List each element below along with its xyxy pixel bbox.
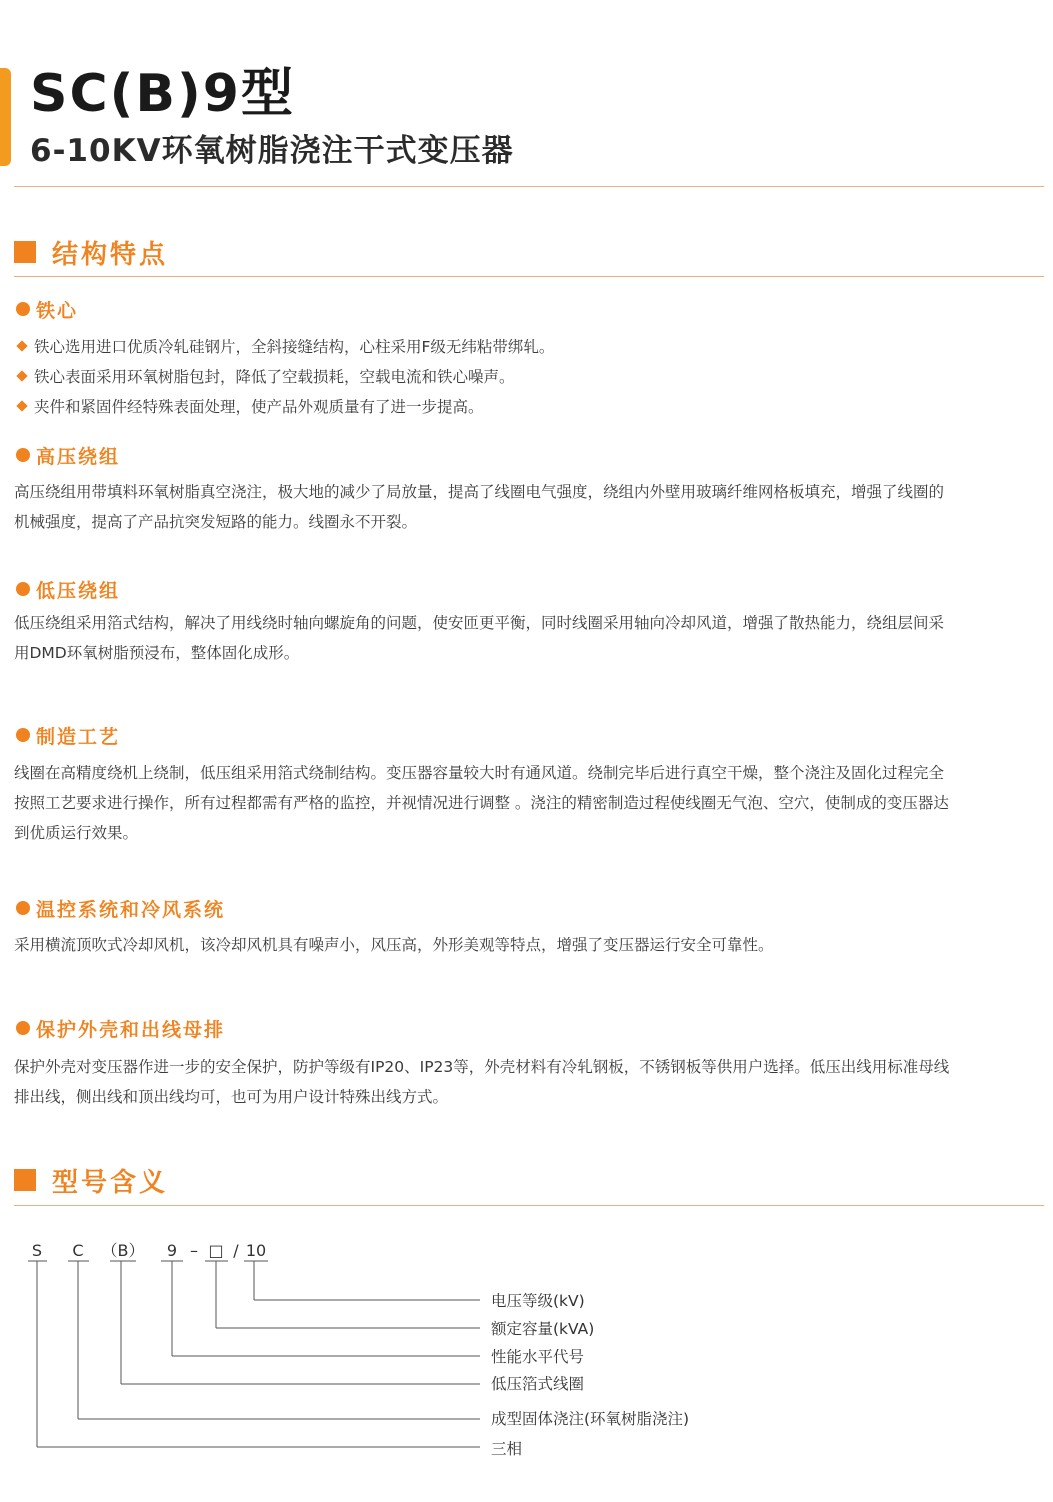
subheading-hv-winding: 高压绕组 (14, 441, 120, 469)
model-code-slash: / (233, 1241, 239, 1260)
section-divider-structure (14, 276, 1044, 277)
square-marker-icon (14, 241, 36, 263)
paragraph-enclosure: 保护外壳对变压器作进一步的安全保护，防护等级有IP20、IP23等，外壳材料有冷轧钢板，不锈钢板等供用户选择。低压出线用标准母线 排出线，侧出线和顶出线均可，也可为用户设计特殊出线方式。 (14, 1058, 950, 1106)
bullet-dot-icon (16, 1021, 30, 1035)
model-label-cast-resin: 成型固体浇注(环氧树脂浇注) (491, 1410, 690, 1428)
diamond-bullet-icon (16, 400, 27, 411)
subheading-cooling: 温控系统和冷风系统 (14, 894, 225, 922)
bullet-dot-icon (16, 901, 30, 915)
bullet-dot-icon (16, 728, 30, 742)
section-heading-model: 型号含义 (14, 1160, 168, 1200)
diamond-bullet-icon (16, 370, 27, 381)
list-item: 铁心表面采用环氧树脂包封，降低了空载损耗，空载电流和铁心噪声。 (14, 361, 515, 391)
subheading-enclosure: 保护外壳和出线母排 (14, 1014, 225, 1042)
bullet-dot-icon (16, 448, 30, 462)
paragraph-lv-winding: 低压绕组采用箔式结构，解决了用线绕时轴向螺旋角的问题，使安匝更平衡，同时线圈采用轴向冷却风道，增强了散热能力，绕组层间采 用DMD环氧树脂预浸布，整体固化成形。 (14, 614, 945, 662)
model-label-foil-coil: 低压箔式线圈 (491, 1375, 585, 1393)
model-code-dash: – (190, 1241, 198, 1260)
header-divider (14, 186, 1044, 187)
page-title: SC(B)9型 (30, 64, 295, 124)
model-designation-diagram (0, 1230, 1053, 1470)
section-divider-model (14, 1205, 1044, 1206)
bullet-dot-icon (16, 302, 30, 316)
list-item: 铁心选用进口优质冷轧硅钢片，全斜接缝结构，心柱采用F级无纬粘带绑轧。 (14, 331, 554, 361)
model-code-10: 10 (245, 1241, 267, 1260)
diagram-lines (28, 1261, 480, 1447)
model-label-voltage: 电压等级(kV) (491, 1292, 585, 1310)
model-label-capacity: 额定容量(kVA) (491, 1320, 595, 1338)
model-label-three-phase: 三相 (491, 1440, 523, 1458)
bullet-dot-icon (16, 582, 30, 596)
paragraph-hv-winding: 高压绕组用带填料环氧树脂真空浇注，极大地的减少了局放量，提高了线圈电气强度，绕组内外壁用玻璃纤维网格板填充，增强了线圈的 机械强度，提高了产品抗突发短路的能力。线圈永不开裂。 (14, 483, 945, 531)
list-item: 夹件和紧固件经特殊表面处理，使产品外观质量有了进一步提高。 (14, 391, 484, 421)
model-code-c: C (72, 1241, 84, 1260)
model-code-capacity: □ (208, 1241, 224, 1260)
diamond-bullet-icon (16, 340, 27, 351)
paragraph-cooling: 采用横流顶吹式冷却风机，该冷却风机具有噪声小，风压高，外形美观等特点，增强了变压器运行安全可靠性。 (14, 936, 774, 954)
subheading-process: 制造工艺 (14, 721, 120, 749)
title-accent-bar (0, 68, 11, 166)
model-label-performance: 性能水平代号 (491, 1348, 585, 1366)
subheading-core: 铁心 (14, 295, 78, 323)
page-subtitle: 6-10KV环氧树脂浇注干式变压器 (30, 133, 514, 169)
model-code-b: （B） (101, 1241, 145, 1260)
square-marker-icon (14, 1169, 36, 1191)
model-code-s: S (31, 1241, 43, 1260)
model-code-9: 9 (166, 1241, 178, 1260)
section-heading-structure: 结构特点 (14, 232, 168, 272)
subheading-lv-winding: 低压绕组 (14, 575, 120, 603)
paragraph-process: 线圈在高精度绕机上绕制，低压组采用箔式绕制结构。变压器容量较大时有通风道。绕制完毕后进行真空干燥，整个浇注及固化过程完全 按照工艺要求进行操作，所有过程都需有严格的监控，并视情况进行调整 。浇注的精密制造过程使线圈无气泡、空穴，使制成的变压器达 到优质运行效果。 (14, 764, 949, 842)
